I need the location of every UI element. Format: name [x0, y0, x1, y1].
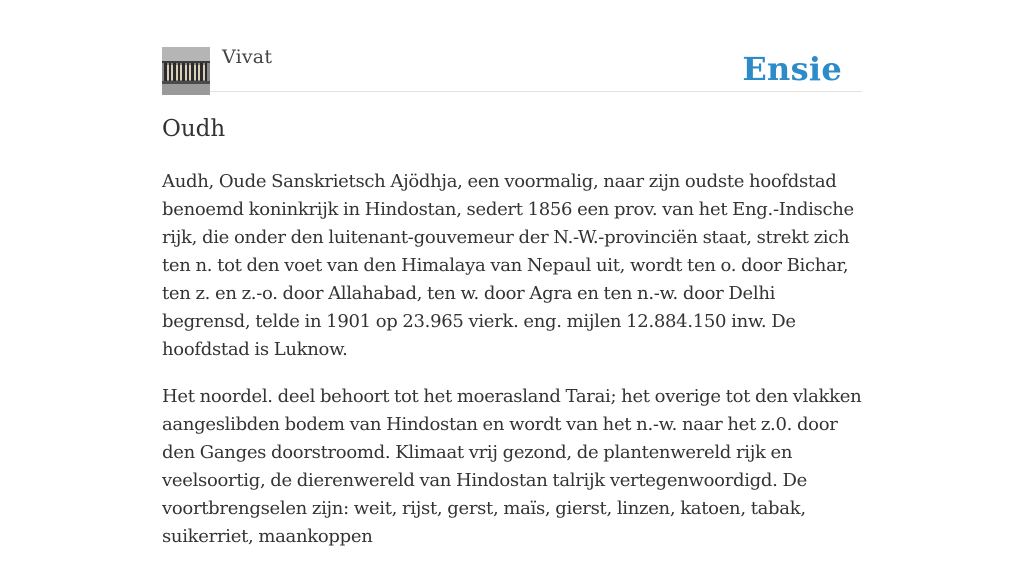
brand-logo[interactable]: Ensie [742, 50, 842, 88]
article-title: Oudh [162, 116, 226, 142]
article-paragraph: Het noordel. deel behoort tot het moerasland Tarai; het overige tot den vlakken aangeslibden bodem van Hindostan en wordt van het n.-w. naar het z.0. door den Ganges doorstroomd. Klimaat vrij gezond, de plantenwereld rijk en veelsoortig, de dierenwereld van Hindostan talrijk vertegenwoordigd. De voortbrengselen zijn: weit, rijst, gerst, maïs, gierst, linzen, katoen, tabak, suikerriet, maankoppen [162, 386, 862, 547]
site-header [162, 0, 862, 92]
publisher-name[interactable]: Vivat [222, 46, 273, 68]
article-paragraph: Audh, Oude Sanskrietsch Ajödhja, een voormalig, naar zijn oudste hoofdstad benoemd koninkrijk in Hindostan, sedert 1856 een prov. van het Eng.-Indische rijk, die onder den luitenant-gouvemeur der N.-W.-provinciën staat, strekt zich ten n. tot den voet van den Himalaya van Nepaul uit, wordt ten o. door Bichar, ten z. en z.-o. door Allahabad, ten w. door Agra en ten n.-w. door Delhi begrensd, telde in 1901 op 23.965 vierk. eng. mijlen 12.884.150 inw. De hoofdstad is Luknow. [162, 171, 854, 360]
article-body [162, 168, 862, 570]
page-container [162, 0, 862, 547]
bookshelf-avatar-icon[interactable] [162, 47, 210, 95]
